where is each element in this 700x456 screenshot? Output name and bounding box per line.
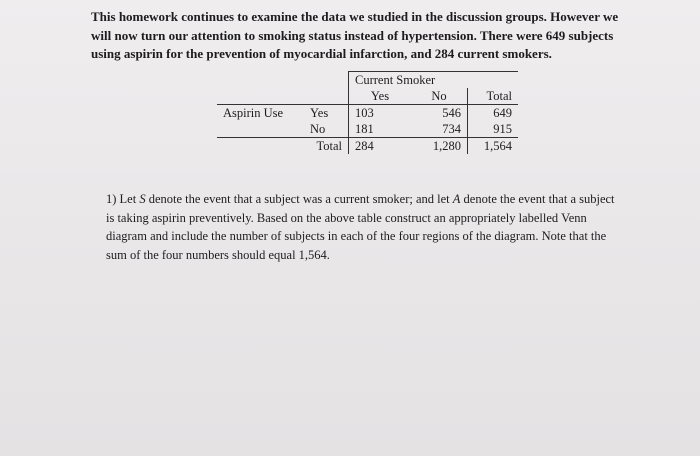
question-text-part2: denote the event that a subject was a current smoker; and let	[148, 192, 450, 206]
row-label: No	[304, 121, 349, 138]
cell-total: 915	[468, 121, 519, 138]
question-text-part1: Let	[119, 192, 137, 206]
cell-total: 1,564	[468, 138, 519, 155]
table-row	[217, 121, 518, 138]
col-header-total: Total	[468, 88, 519, 105]
intro-paragraph: This homework continues to examine the data we studied in the discussion groups. However we will now turn our attention to smoking status instead of hypertension. There were 649 subjects using aspirin for the prevention of myocardial infarction, and 284 current smokers.	[91, 9, 619, 61]
table-column-header-row	[217, 88, 518, 105]
question-number: 1)	[106, 192, 117, 206]
symbol-s: S	[139, 192, 146, 206]
symbol-a: A	[452, 192, 461, 206]
table-row	[217, 105, 518, 122]
row-label: Total	[316, 139, 342, 153]
cell-total: 649	[468, 105, 519, 122]
col-header-yes: Yes	[349, 88, 412, 105]
table-group-header-row	[217, 72, 518, 89]
table-row	[217, 138, 518, 155]
cell-no: 734	[411, 121, 468, 138]
contingency-table	[217, 71, 518, 154]
row-group-label: Aspirin Use	[223, 106, 284, 120]
cell-yes: 181	[349, 121, 412, 138]
cell-yes: 103	[349, 105, 412, 122]
question-text-part3: denote the event that a subject is taking aspirin preventively. Based on the above table construct an appropriately labelled Venn diagram and include the number of subjects in each of the four regions of the diagram. Note that the sum of the four numbers should equal 1,564.	[106, 192, 615, 262]
col-header-no: No	[411, 88, 468, 105]
cell-yes: 284	[349, 138, 412, 155]
row-label: Yes	[310, 106, 329, 120]
current-smoker-header: Current Smoker	[349, 72, 468, 89]
cell-no: 1,280	[432, 139, 461, 153]
question-1	[106, 190, 618, 264]
cell-no: 546	[442, 106, 461, 120]
